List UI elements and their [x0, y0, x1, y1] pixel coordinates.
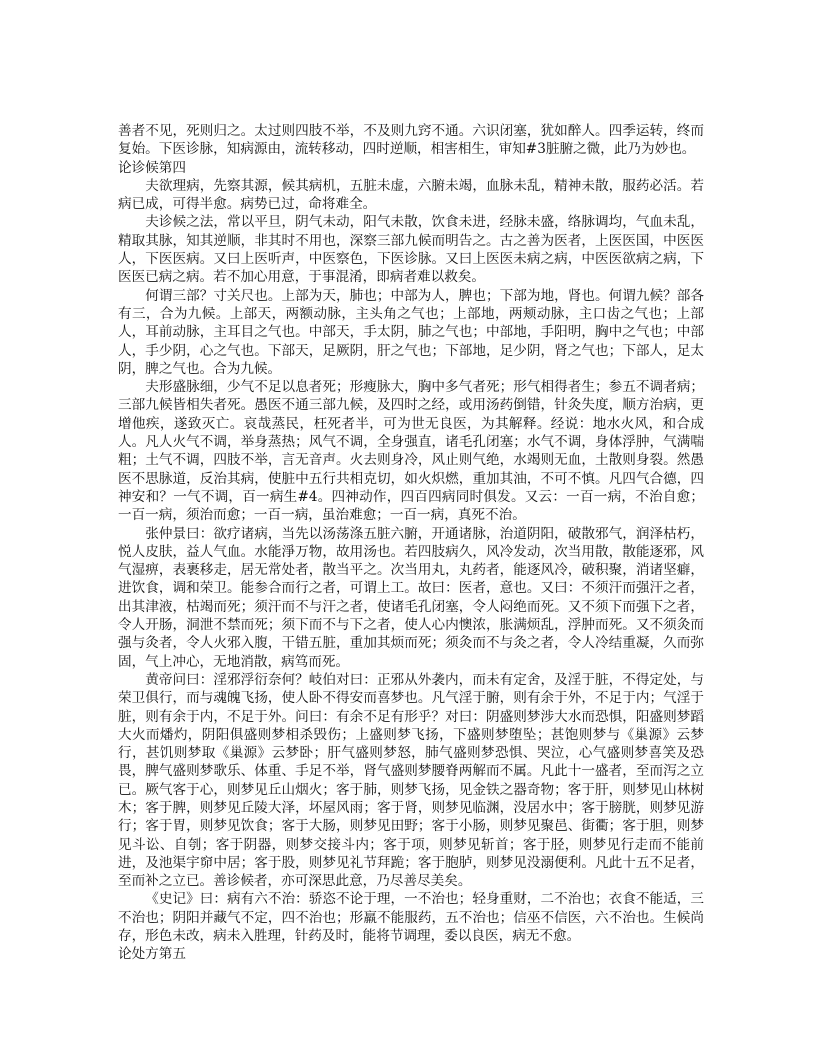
- paragraph-shiji-six-incurables: 《史记》曰：病有六不治：骄恣不论于理，一不治也；轻身重财，二不治也；衣食不能适，三不治也；阴阳并藏气不定，四不治也；形羸不能服药，五不治也；信巫不信医，六不治也。生候尚存，形色未改，病未入胜理，针药及时，能将节调理，委以良医，病无不愈。: [118, 891, 704, 945]
- paragraph-treat-disease: 夫欲理病，先察其源，候其病机，五脏未虚，六腑未竭，血脉未乱，精神未散，服药必活。若病已成，可得半愈。病势已过，命将难全。: [118, 177, 704, 213]
- paragraph-intro-continuation: 善者不见，死则归之。太过则四肢不举，不及则九窍不通。六识闭塞，犹如醉人。四季运转，终而复始。下医诊脉，知病源由，流转移动，四时逆顺，相害相生，审知#3脏腑之微，此乃为妙也。: [118, 123, 704, 158]
- section-heading-prescription: 论处方第五: [118, 946, 186, 963]
- paragraph-three-parts-nine-signs: 何谓三部？寸关尺也。上部为天，肺也；中部为人，脾也；下部为地，肾也。何谓九候？部各有三，合为九候。上部天，两额动脉，主头角之气也；上部地，两颊动脉，主口齿之气也；上部人，耳前动脉，主耳目之气也。中部天，手太阴，肺之气也；中部地，手阳明，胸中之气也；中部人，手少阴，心之气也。下部天，足厥阴，肝之气也；下部地，足少阴，肾之气也；下部人，足太阴，脾之气也。合为九候。: [118, 287, 704, 377]
- document-page: [118, 122, 704, 964]
- paragraph-form-and-pulse: 夫形盛脉细，少气不足以息者死；形瘦脉大，胸中多气者死；形气相得者生；参五不调者病；三部九候皆相失者死。愚医不通三部九候，及四时之经，或用汤药倒错，针灸失度，顺方治病，更增他疾，遂致灭亡。哀哉蒸民，枉死者半，可为世无良医，为其解释。经说：地水火风，和合成人。凡人火气不调，举身蒸热；风气不调，全身强直，诸毛孔闭塞；水气不调，身体浮肿，气满喘粗；土气不调，四肢不举，言无音声。火去则身冷，风止则气绝，水竭则无血，土散则身裂。然愚医不思脉道，反治其病，使脏中五行共相克切，如火炽燃，重加其油，不可不慎。凡四气合德，四神安和？一气不调，百一病生#4。四神动作，四百四病同时俱发。又云：一百一病，不治自愈；一百一病，须治而愈；一百一病，虽治难愈；一百一病，真死不治。: [118, 379, 704, 524]
- section-heading-diagnosis: 论诊候第四: [118, 159, 186, 176]
- paragraph-yellow-emperor-dreams: 黄帝问曰：淫邪浮衍奈何？岐伯对曰：正邪从外袭内，而未有定舍，及淫于脏，不得定处，与荣卫俱行，而与魂魄飞扬，使人卧不得安而喜梦也。凡气淫于腑，则有余于外，不足于内；气淫于脏，则有余于内，不足于外。问曰：有余不足有形乎？对曰：阴盛则梦涉大水而恐惧，阳盛则梦蹈大火而燔灼，阴阳俱盛则梦相杀毁伤；上盛则梦飞扬，下盛则梦堕坠；甚饱则梦与《巢源》云梦行，甚饥则梦取《巢源》云梦卧；肝气盛则梦怒，肺气盛则梦恐惧、哭泣，心气盛则梦喜笑及恐畏，脾气盛则梦歌乐、体重、手足不举，肾气盛则梦腰脊两解而不属。凡此十一盛者，至而泻之立已。厥气客于心，则梦见丘山烟火；客于肺，则梦飞扬，见金铁之器奇物；客于肝，则梦见山林树木；客于脾，则梦见丘陵大泽，坏屋风雨；客于肾，则梦见临渊，没居水中；客于膀胱，则梦见游行；客于胃，则梦见饮食；客于大肠，则梦见田野；客于小肠，则梦见聚邑、街衢；客于胆，则梦见斗讼、自刳；客于阴器，则梦交接斗内；客于项，则梦见斩首；客于胫，则梦见行走而不能前进，及池渠宇窌中居；客于股，则梦见礼节拜跪；客于胞胪，则梦见没溺便利。凡此十五不足者，至而补之立已。善诊候者，亦可深思此意，乃尽善尽美矣。: [118, 671, 704, 890]
- paragraph-diagnosis-method: 夫诊候之法，常以平旦，阴气未动，阳气未散，饮食未进，经脉未盛，络脉调均，气血未乱，精取其脉，知其逆顺，非其时不用也，深察三部九候而明告之。古之善为医者，上医医国，中医医人，下医医病。又曰上医听声，中医察色，下医诊脉。又曰上医医未病之病，中医医欲病之病，下医医已病之病。若不加心用意，于事混淆，即病者难以救矣。: [118, 214, 704, 286]
- paragraph-zhang-zhongjing: 张仲景曰：欲疗诸病，当先以汤荡涤五脏六腑，开通诸脉，治道阴阳，破散邪气，润泽枯朽，悦人皮肤，益人气血。水能淨万物，故用汤也。若四肢病久，风冷发动，次当用散，散能逐邪，风气湿痹，表裹移走，居无常处者，散当平之。次当用丸，丸药者，能逐风冷，破积聚，消诸坚癖，进饮食，调和荣卫。能参合而行之者，可谓上工。故曰：医者，意也。又曰：不须汗而强汗之者，出其津液，枯竭而死；须汗而不与汗之者，使诸毛孔闭塞，令人闷绝而死。又不须下而强下之者，令人开肠，洞泄不禁而死；须下而不与下之者，使人心内懊浓，胀满烦乱，浮肿而死。又不须灸而强与灸者，令人火邪入腹，干错五脏，重加其烦而死；须灸而不与灸之者，令人冷结重凝，久而弥固，气上冲心，无地消散，病笃而死。: [118, 525, 704, 670]
